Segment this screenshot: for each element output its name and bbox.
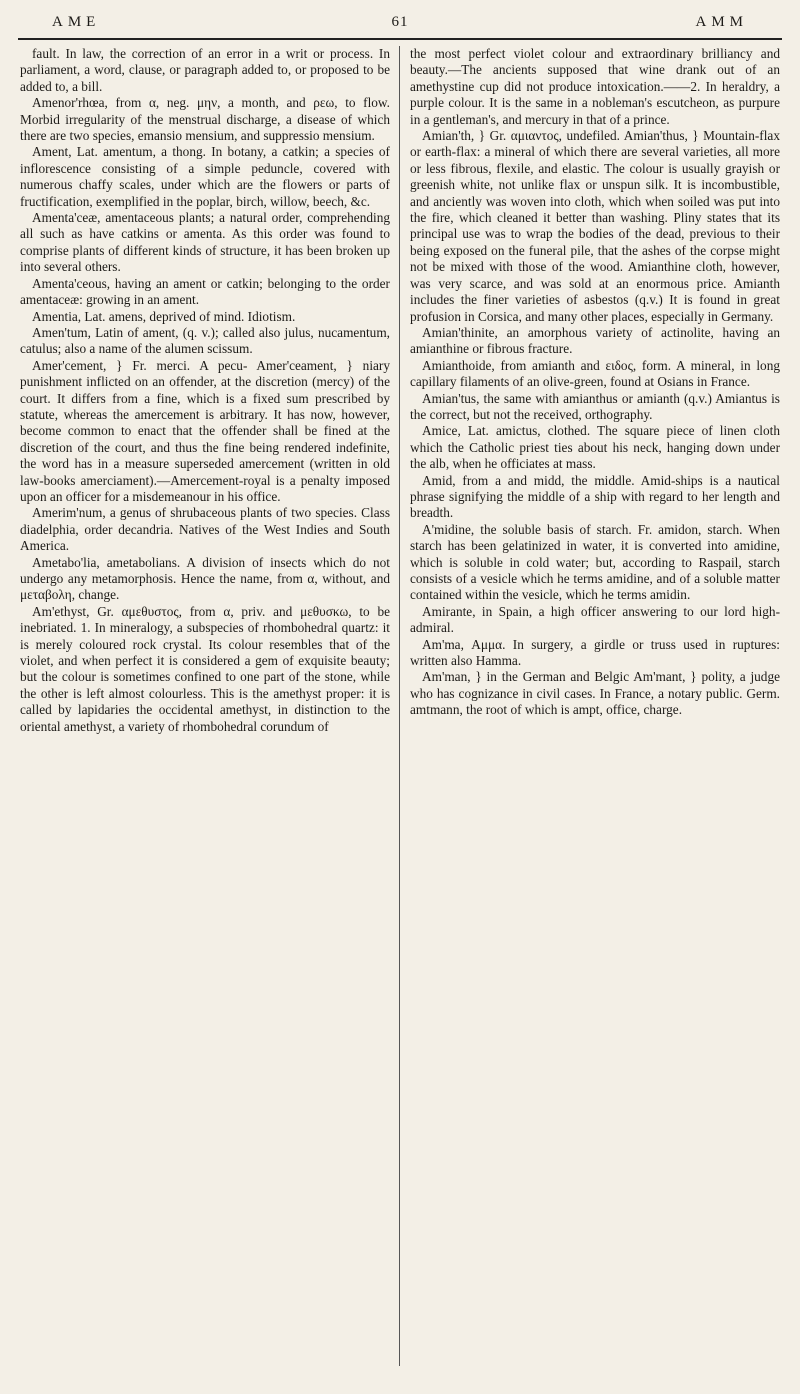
left-column xyxy=(20,46,390,735)
dictionary-entry: Amenta'ceæ, amentaceous plants; a natural order, comprehending all such as have catkins or amenta. As this order was found to comprise plants of different kinds of structure, it has been broken up into several others. xyxy=(20,210,390,275)
dictionary-entry: Amian'tus, the same with amianthus or amianth (q.v.) Amiantus is the correct, but not the received, orthography. xyxy=(410,390,780,422)
page-number: 61 xyxy=(391,14,409,30)
header-right-guide: AMM xyxy=(695,14,748,30)
dictionary-entry: Amerim'num, a genus of shrubaceous plants of two species. Class diadelphia, order decandria. Natives of the West Indies and South America. xyxy=(20,505,390,554)
dictionary-entry: Amenta'ceous, having an ament or catkin; belonging to the order amentaceæ: growing in an ament. xyxy=(20,275,390,308)
dictionary-entry: Amentia, Lat. amens, deprived of mind. Idiotism. xyxy=(32,308,296,324)
dictionary-entry: Am'man, } in the German and Belgic Am'mant, } polity, a judge who has cognizance in civil cases. In France, a notary public. Germ. amtmann, the root of which is ampt, office, charge. xyxy=(410,669,780,718)
dictionary-entry: Amian'th, } Gr. αμιαντος, undefiled. Amian'thus, } Mountain-flax or earth-flax: a mineral of which there are several varieties, all more or less fibrous, flexile, and elastic. The colour is usually grayish or greenish white, not unlike flax or unspun silk. It is incombustible, and anciently was woven into cloth, which when soiled was put into the fire, which cleaned it better than washing. Pliny states that its principal use was to wrap the bodies of the dead, previous to their being exposed on the funeral pile, that the ashes of the corpse might not be mixed with those of the wood. Amianthine cloth, however, was very scarce, and was sold at an enormous price. Amianth includes the finer varieties of asbestos (q.v.) It is found in great profusion in Corsica, and many other places, especially in Germany. xyxy=(410,128,780,324)
dictionary-entry: Ametabo'lia, ametabolians. A division of insects which do not undergo any metamorphosis. Hence the name, from α, without, and μεταβολη, change. xyxy=(20,554,390,603)
dictionary-entry: Amenor'rhœa, from α, neg. μην, a month, and ρεω, to flow. Morbid irregularity of the menstrual discharge, a disease of which there are two species, emansio mensium, and suppressio mensium. xyxy=(20,95,390,144)
header-rule xyxy=(18,38,782,40)
dictionary-entry: Amer'cement, } Fr. merci. A pecu- Amer'ceament, } niary punishment inflicted on an offender, at the discretion (mercy) of the court. It differs from a fine, which is a fixed sum prescribed by statute, whereas the amercement is arbitrary. It has now, however, become common to enact that the offender shall be fined at the discretion of the court, and thus the fine being rendered indefinite, the word has in a measure superseded amercement (written in old law-books amerciament).—Amercement-royal is a penalty imposed upon an officer for a misdemeanour in his office. xyxy=(20,357,390,504)
dictionary-entry: Am'ma, Αμμα. In surgery, a girdle or truss used in ruptures: written also Hamma. xyxy=(410,636,780,669)
column-divider xyxy=(399,46,400,1366)
dictionary-entry: Amid, from a and midd, the middle. Amid-ships is a nautical phrase signifying the middle of a ship with regard to her length and breadth. xyxy=(410,472,780,521)
right-column xyxy=(410,46,780,719)
dictionary-entry: Am'ethyst, Gr. αμεθυστος, from α, priv. and μεθυσκω, to be inebriated. 1. In mineralogy, a subspecies of rhombohedral quartz: it is merely coloured rock crystal. Its colour resembles that of the violet, and when perfect it is considered a gem of exquisite beauty; but the colour is sometimes confined to one part of the stone, while the other is left almost colourless. This is the amethyst proper: it is called by lapidaries the occidental amethyst, in distinction to the oriental amethyst, a variety of rhombohedral corundum of xyxy=(20,603,390,734)
dictionary-entry: Amen'tum, Latin of ament, (q. v.); called also julus, nucamentum, catulus; also a name of the alumen scissum. xyxy=(20,324,390,357)
dictionary-entry: Ament, Lat. amentum, a thong. In botany, a catkin; a species of inflorescence consisting of a simple peduncle, covered with numerous chaffy scales, under which are the flowers or parts of fructification, exemplified in the poplar, birch, willow, beech, &c. xyxy=(20,144,390,209)
dictionary-entry: Amianthoide, from amianth and ειδος, form. A mineral, in long capillary filaments of an olive-green, found at Osians in France. xyxy=(410,357,780,390)
dictionary-entry: Amirante, in Spain, a high officer answering to our lord high-admiral. xyxy=(410,603,780,636)
header-left-guide: AME xyxy=(52,14,101,30)
dictionary-entry: Amian'thinite, an amorphous variety of actinolite, having an amianthine or fibrous fracture. xyxy=(410,324,780,357)
running-header xyxy=(20,14,780,36)
dictionary-entry: A'midine, the soluble basis of starch. Fr. amidon, starch. When starch has been gelatinized in water, it is converted into amidine, which is soluble in cold water; but, according to Raspail, starch consists of a vesicle which he terms amidine, and of a soluble matter contained within the vesicle, which he terms amidin. xyxy=(410,521,780,603)
dictionary-entry: Amice, Lat. amictus, clothed. The square piece of linen cloth which the Catholic priest ties about his neck, hanging down under the alb, when he officiates at mass. xyxy=(410,423,780,472)
dictionary-entry: the most perfect violet colour and extraordinary brilliancy and beauty.—The ancients supposed that wine drank out of an amethystine cup did not produce intoxication.——2. In heraldry, a purple colour. It is the same in a nobleman's escutcheon, as purpure in a gentleman's, and mercury in that of a prince. xyxy=(410,46,780,127)
dictionary-entry: fault. In law, the correction of an error in a writ or process. In parliament, a word, clause, or paragraph added to, or proposed to be added to, a bill. xyxy=(20,46,390,94)
